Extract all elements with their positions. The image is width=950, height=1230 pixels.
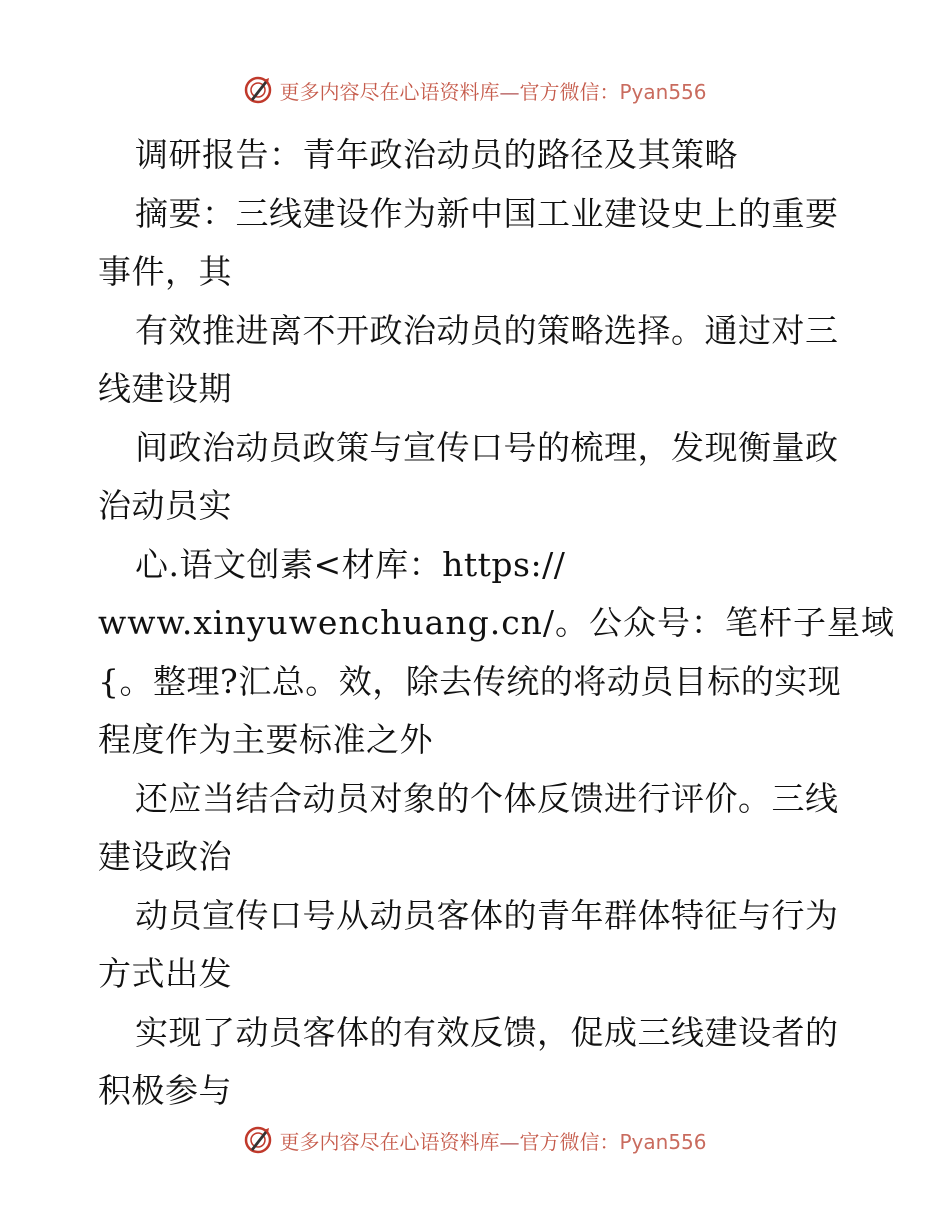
doc-line: 线建设期: [98, 369, 232, 408]
doc-line: 事件，其: [98, 252, 232, 291]
doc-line: 间政治动员政策与宣传口号的梳理，发现衡量政: [135, 427, 839, 467]
banner-separator: —: [499, 79, 520, 104]
banner-text: [279, 1126, 706, 1155]
wechat-id: Pyan556: [619, 79, 707, 104]
banner-text: [279, 76, 706, 105]
doc-line: 治动员实: [98, 486, 232, 525]
doc-line: 实现了动员客体的有效反馈，促成三线建设者的: [135, 1012, 839, 1052]
quill-logo-icon: [243, 1125, 273, 1155]
doc-line: 有效推进离不开政治动员的策略选择。通过对三: [135, 310, 839, 350]
header-banner: [0, 72, 950, 108]
doc-line: 还应当结合动员对象的个体反馈进行评价。三线: [135, 778, 839, 818]
brand-text: 更多内容尽在心语资料库: [279, 1129, 500, 1154]
doc-title: 调研报告：青年政治动员的路径及其策略: [135, 135, 738, 174]
doc-line: 心.语文创素<材库：https://: [135, 544, 566, 584]
quill-logo-icon: [243, 75, 273, 105]
wechat-id: Pyan556: [619, 1129, 707, 1154]
doc-line: 方式出发: [98, 954, 232, 993]
doc-line: 程度作为主要标准之外: [98, 720, 433, 759]
doc-line: 建设政治: [98, 837, 232, 876]
wechat-label: 官方微信：: [519, 79, 620, 104]
banner-separator: —: [499, 1129, 520, 1154]
doc-line: 动员宣传口号从动员客体的青年群体特征与行为: [135, 895, 839, 935]
doc-url-line: www.xinyuwenchuang.cn/。公众号：笔杆子星域: [98, 603, 896, 642]
wechat-label: 官方微信：: [519, 1129, 620, 1154]
doc-line: {。整理?汇总。效，除去传统的将动员目标的实现: [98, 661, 842, 701]
footer-banner: [0, 1122, 950, 1158]
brand-text: 更多内容尽在心语资料库: [279, 79, 500, 104]
document-body: [98, 126, 896, 1121]
doc-line: 积极参与: [98, 1071, 232, 1110]
doc-line: 摘要：三线建设作为新中国工业建设史上的重要: [135, 193, 839, 233]
